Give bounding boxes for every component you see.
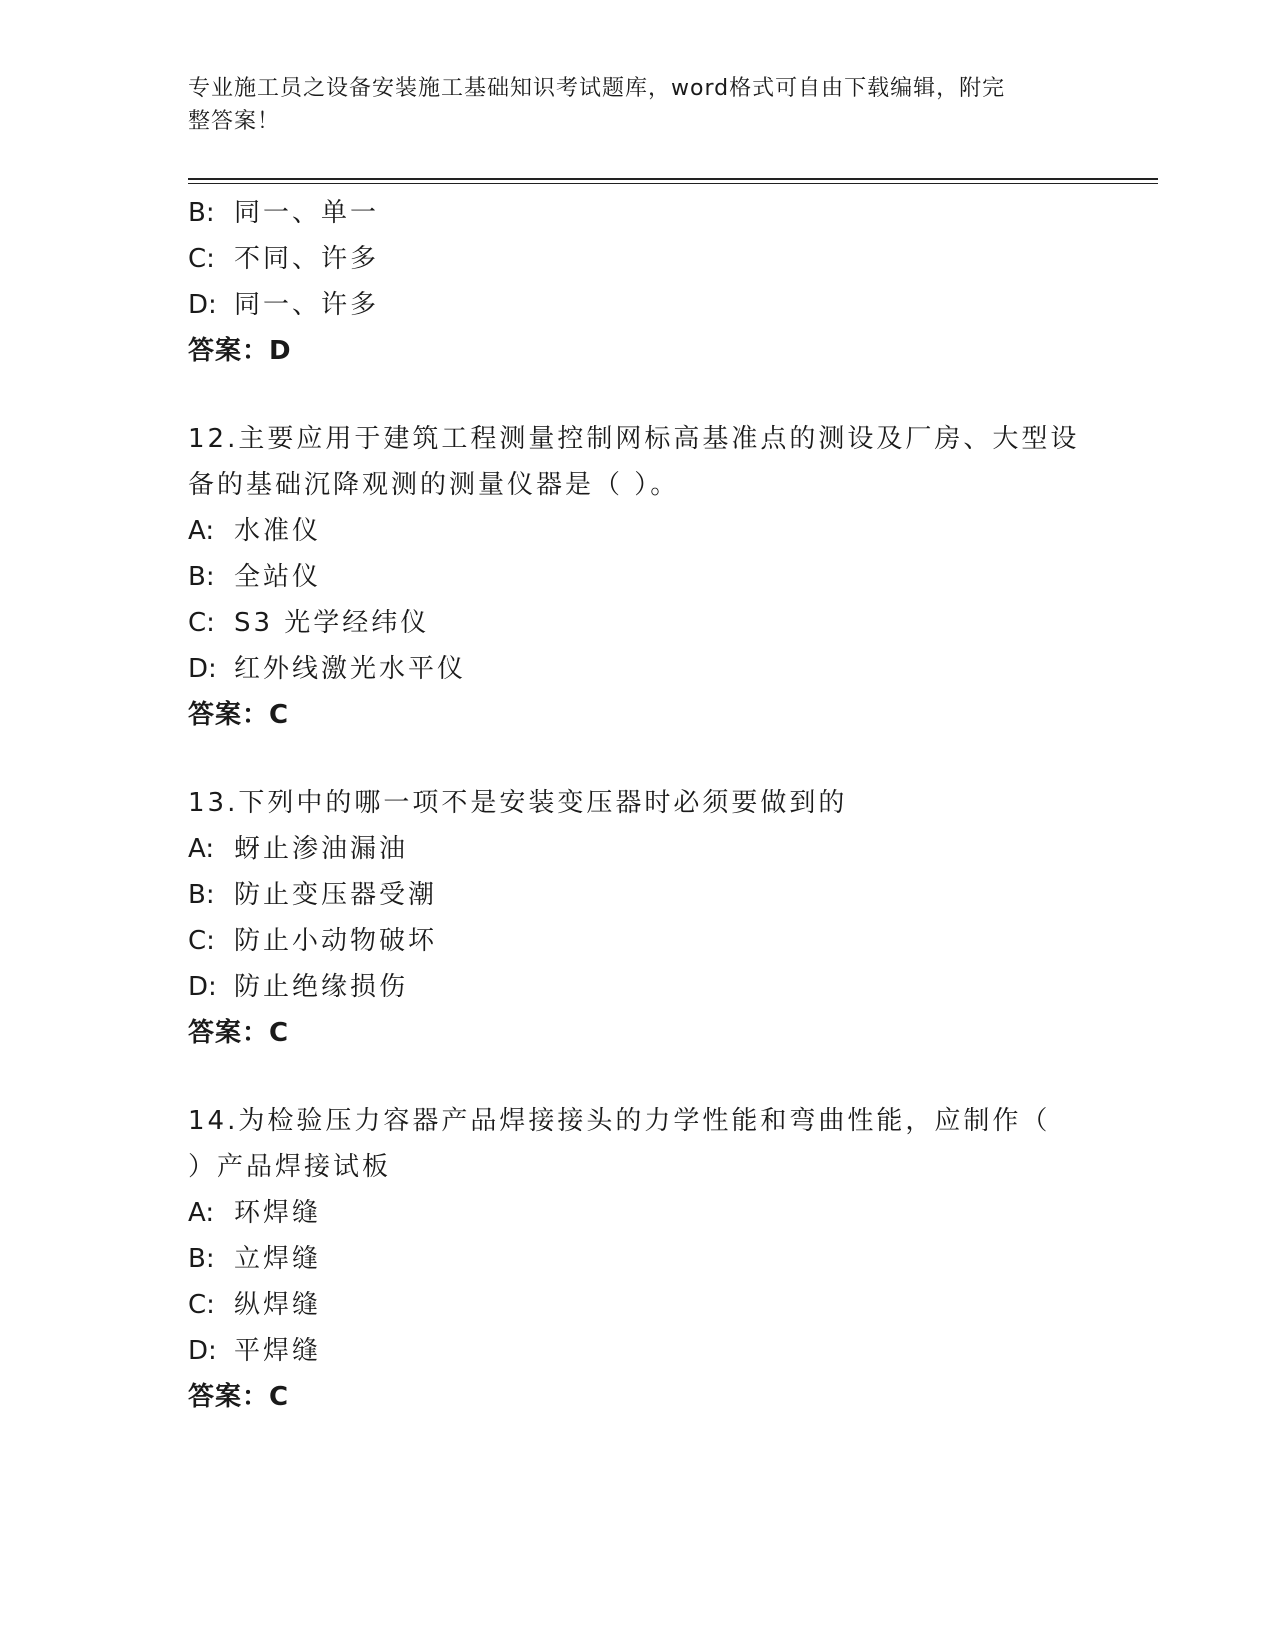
option-key: B: [188,1244,215,1274]
option-line [188,600,1088,646]
header-divider-thin [188,183,1158,184]
question-11-continuation [188,190,1088,374]
option-line [188,872,1088,918]
option-line [188,826,1088,872]
option-text: 立焊缝 [234,1244,322,1274]
option-key: A: [188,1198,215,1228]
answer-line: 答案：C [188,700,290,730]
question-14 [188,1098,1088,1420]
option-key: A: [188,516,215,546]
answer-line: 答案：D [188,336,292,366]
option-line [188,236,1088,282]
document-header [188,72,1068,138]
option-key: D: [188,654,217,684]
option-key: C: [188,926,215,956]
option-text: 水准仪 [234,516,322,546]
option-line [188,1328,1088,1374]
option-line [188,508,1088,554]
option-line [188,918,1088,964]
option-text: 防止变压器受潮 [234,880,438,910]
option-key: C: [188,244,215,274]
option-text: 防止小动物破坏 [234,926,438,956]
option-key: C: [188,608,215,638]
option-text: 不同、许多 [234,244,380,274]
option-text: S3 光学经纬仪 [234,608,430,638]
option-text: 全站仪 [234,562,322,592]
option-line [188,1190,1088,1236]
option-line [188,646,1088,692]
question-stem-line: 13.下列中的哪一项不是安装变压器时必须要做到的 [188,788,848,818]
question-13 [188,780,1088,1056]
option-line [188,964,1088,1010]
answer-line: 答案：C [188,1382,290,1412]
question-stem-line: ）产品焊接试板 [188,1152,392,1182]
header-line-1: 专业施工员之设备安装施工基础知识考试题库，word格式可自由下载编辑，附完 [188,76,1006,101]
option-key: C: [188,1290,215,1320]
option-text: 蚜止渗油漏油 [234,834,409,864]
option-line [188,282,1088,328]
question-stem-line: 12.主要应用于建筑工程测量控制网标高基准点的测设及厂房、大型设 [188,424,1080,454]
option-line [188,554,1088,600]
question-12 [188,416,1088,738]
header-divider-thick [188,178,1158,180]
option-line [188,190,1088,236]
option-text: 同一、单一 [234,198,380,228]
option-key: D: [188,972,217,1002]
option-text: 平焊缝 [234,1336,322,1366]
option-text: 环焊缝 [234,1198,322,1228]
question-stem-line: 14.为检验压力容器产品焊接接头的力学性能和弯曲性能，应制作（ [188,1106,1051,1136]
header-line-2: 整答案！ [188,109,281,134]
option-key: A: [188,834,215,864]
option-text: 纵焊缝 [234,1290,322,1320]
option-text: 红外线激光水平仪 [234,654,467,684]
option-key: D: [188,290,217,320]
option-line [188,1282,1088,1328]
option-key: B: [188,198,215,228]
option-text: 同一、许多 [234,290,380,320]
option-line [188,1236,1088,1282]
option-text: 防止绝缘损伤 [234,972,409,1002]
answer-line: 答案：C [188,1018,290,1048]
option-key: B: [188,880,215,910]
option-key: D: [188,1336,217,1366]
option-key: B: [188,562,215,592]
document-content [188,190,1088,1420]
question-stem-line: 备的基础沉降观测的测量仪器是（ ）。 [188,470,680,500]
